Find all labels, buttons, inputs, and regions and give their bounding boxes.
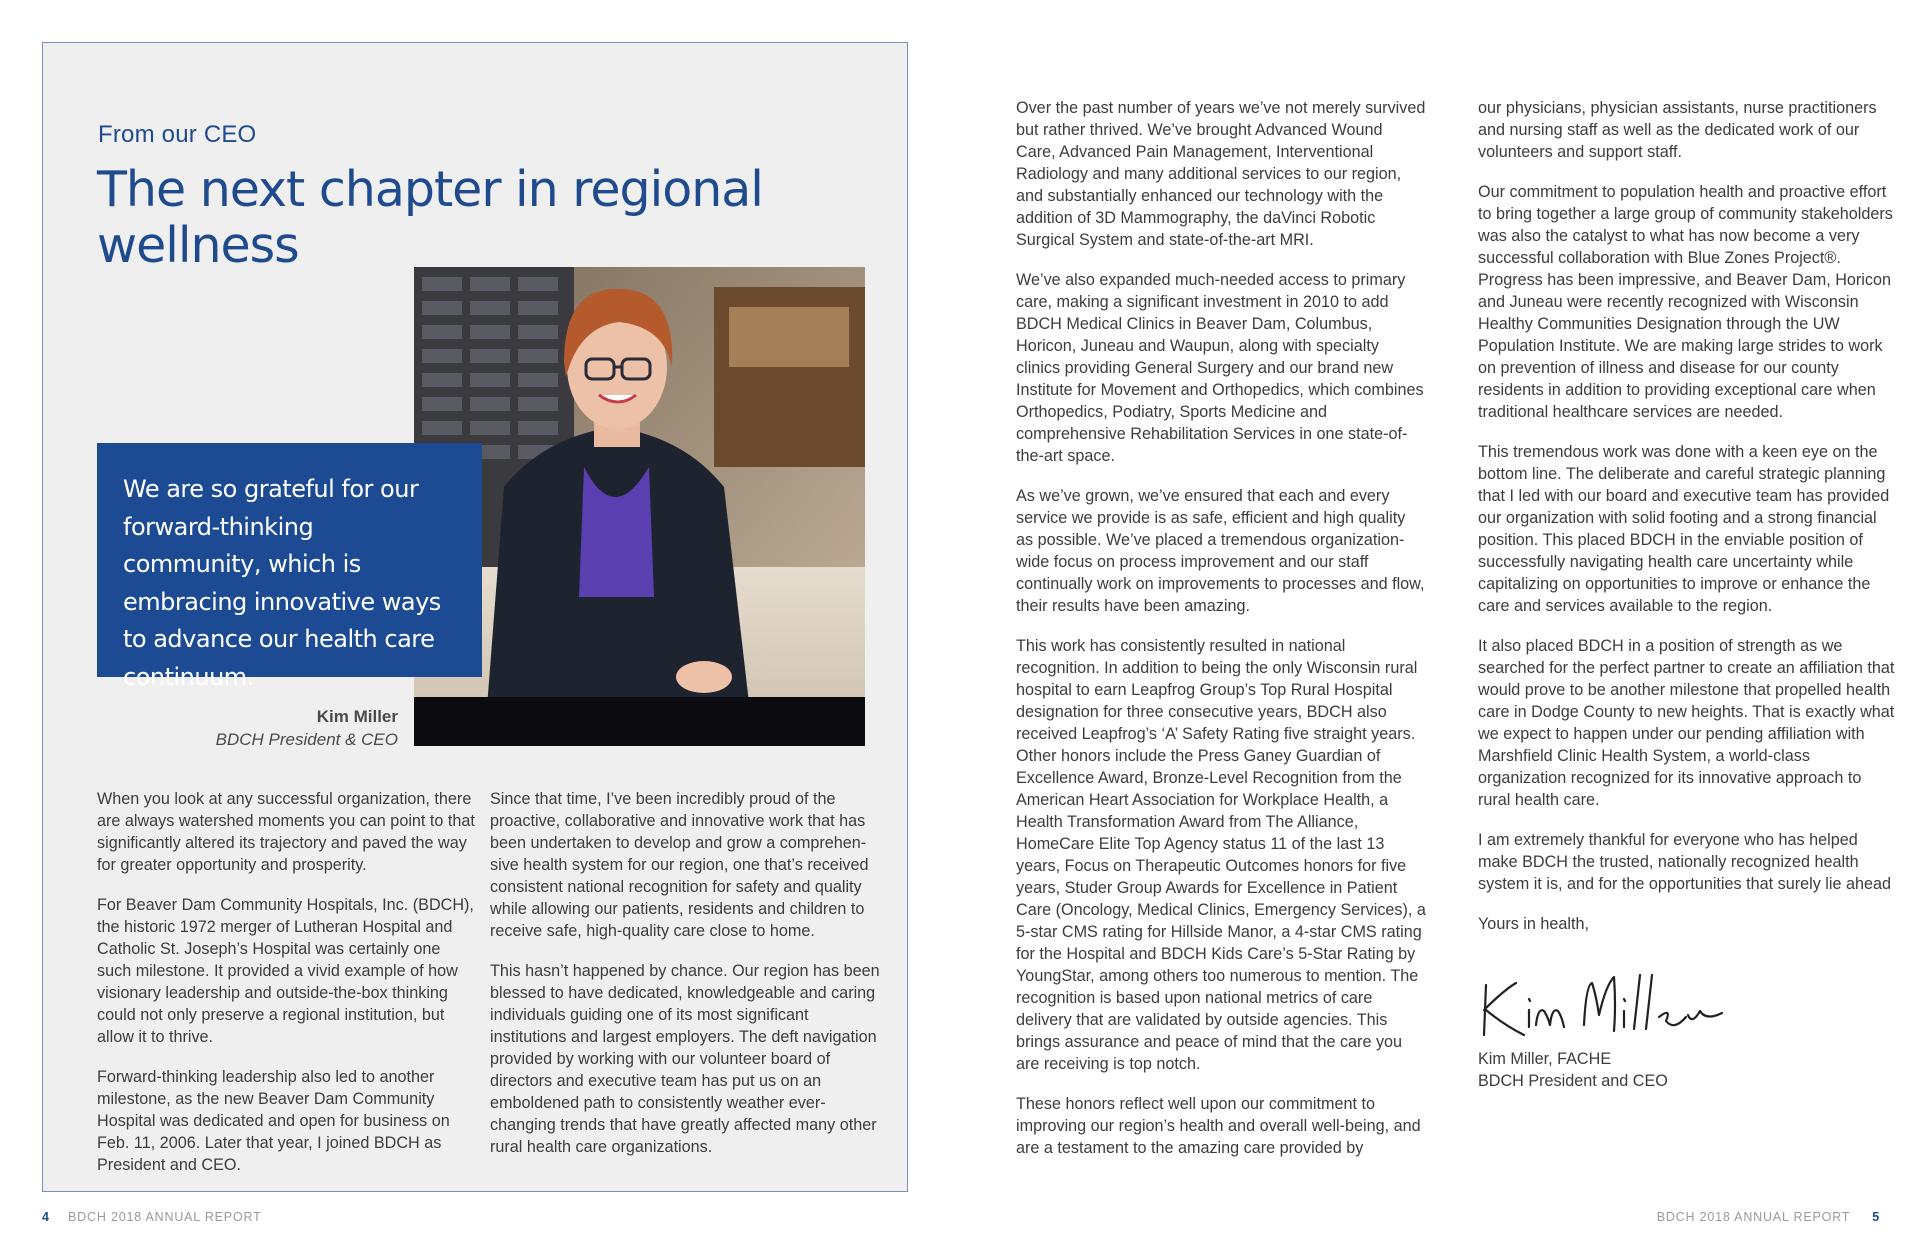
footer-label-left: BDCH 2018 ANNUAL REPORT (68, 1210, 262, 1224)
paragraph: Over the past number of years we’ve not merely survived but rather thrived. We’ve brought Advanced Wound Care, Advanced Pain Management, Interventional Radiology and many additional services to our region, and substantially enhanced our technology with the addition of 3D Mammography, the daVinci Robotic Surgical System and state-of-the-art MRI. (1016, 99, 1426, 249)
page-number-right: 5 (1872, 1210, 1880, 1224)
paragraph: As we’ve grown, we’ve ensured that each and every service we provide is as safe, efficient and high quality as possible. We’ve placed a tremendous organization-wide focus on process improvement and our staff continually work on improvements to processes and flow, their results have been amazing. (1016, 487, 1425, 615)
paragraph: This hasn’t happened by chance. Our region has been blessed to have dedicated, knowledgeable and caring individuals guiding one of its most significant institutions and largest employers. The deft navigation provided by working with our volunteer board of directors and executive team has put us on an emboldened path to consistently weather ever-changing trends that have greatly affected many other rural health care organizations. (490, 962, 880, 1156)
footer-label-right: BDCH 2018 ANNUAL REPORT (1656, 1210, 1850, 1224)
body-column-1 (97, 788, 477, 1194)
body-column-2 (490, 788, 882, 1176)
paragraph: These honors reflect well upon our commitment to improving our region’s health and overall well-being, and are a testament to the amazing care provided by (1016, 1095, 1421, 1157)
paragraph: our physicians, physician assistants, nurse practitioners and nursing staff as well as the dedicated work of our volunteers and support staff. (1478, 99, 1877, 161)
paragraph: It also placed BDCH in a position of strength as we searched for the perfect partner to create an affiliation that would prove to be another milestone that propelled health care in Dodge County to new heights. That is exactly what we expect to happen under our pending affiliation with Marshfield Clinic Health System, a world-class organization recognized for its innovative approach to rural health care. (1478, 637, 1895, 809)
paragraph: For Beaver Dam Community Hospitals, Inc. (BDCH), the historic 1972 merger of Lutheran Hospital and Catholic St. Joseph’s Hospital was certainly one such milestone. It provided a vivid example of how visionary leadership and outside-the-box thinking could not only preserve a regional institution, but allow it to thrive. (97, 896, 474, 1046)
section-kicker: From our CEO (98, 121, 257, 148)
body-column-3 (1016, 97, 1426, 1177)
paragraph: This tremendous work was done with a keen eye on the bottom line. The deliberate and careful strategic planning that I led with our board and executive team has provided our organization with solid footing and a strong financial position. This placed BDCH in the enviable position of successfully navigating health care uncertainty while capitalizing on opportunities to improve or enhance the care and services available to the region. (1478, 443, 1890, 615)
signature-image (1474, 955, 1734, 1045)
signoff-name: Kim Miller, FACHE (1478, 1050, 1612, 1068)
paragraph: I am extremely thankful for everyone who has helped make BDCH the trusted, nationally recognized health system it is, and for the opportunities that surely lie ahead (1478, 831, 1892, 893)
body-column-4 (1478, 97, 1896, 953)
photo-caption-title: BDCH President & CEO (215, 730, 398, 749)
pull-quote: We are so grateful for our forward-thinking community, which is embracing innovative ways to advance our health care continuum. (97, 443, 482, 677)
paragraph: Our commitment to population health and proactive effort to bring together a large group of community stakeholders was also the catalyst to what has now become a very successful collaboration with Blue Zones Project®. Progress has been impressive, and Beaver Dam, Horicon and Juneau were recently recognized with Wisconsin Healthy Communities Designation through the UW Population Institute. We are making large strides to work on prevention of illness and disease for our county residents in addition to providing exceptional care when traditional healthcare services are needed. (1478, 183, 1893, 421)
footer-left (42, 1210, 262, 1224)
page-headline: The next chapter in regional wellness (97, 161, 763, 274)
page-number-left: 4 (42, 1210, 50, 1224)
paragraph: We’ve also expanded much-needed access to primary care, making a significant investment in 2010 to add BDCH Medical Clinics in Beaver Dam, Columbus, Horicon, Juneau and Waupun, along with specialty clinics providing General Surgery and our brand new Institute for Movement and Orthopedics, which combines Orthopedics, Podiatry, Sports Medicine and comprehensive Rehabilitation Services in one state-of-the-art space. (1016, 271, 1424, 465)
closing-line: Yours in health, (1478, 915, 1589, 933)
paragraph: Since that time, I’ve been incredibly proud of the proactive, collaborative and innovative work that has been undertaken to develop and grow a comprehen-sive health system for our region, one that’s received consistent national recognition for safety and quality while allowing our patients, residents and children to receive safe, high-quality care close to home. (490, 790, 869, 940)
paragraph: When you look at any successful organization, there are always watershed moments you can point to that significantly altered its trajectory and paved the way for greater opportunity and prosperity. (97, 790, 475, 874)
paragraph: Forward-thinking leadership also led to another milestone, as the new Beaver Dam Community Hospital was dedicated and open for business on Feb. 11, 2006. Later that year, I joined BDCH as President and CEO. (97, 1068, 450, 1174)
signoff-title: BDCH President and CEO (1478, 1072, 1668, 1090)
footer-right (1657, 1210, 1880, 1224)
photo-caption-name: Kim Miller (316, 707, 398, 726)
paragraph: This work has consistently resulted in national recognition. In addition to being the only Wisconsin rural hospital to earn Leapfrog Group’s Top Rural Hospital designation for three consecutive years, BDCH also received Leapfrog’s ‘A’ Safety Rating five straight years. Other honors include the Press Ganey Guardian of Excellence Award, Bronze-Level Recognition from the American Heart Association for Workplace Health, a Health Transformation Award from The Alliance, HomeCare Elite Top Agency status 11 of the last 13 years, Focus on Therapeutic Outcomes honors for five years, Studer Group Awards for Excellence in Patient Care (Oncology, Medical Clinics, Emergency Services), a 5-star CMS rating for Hillside Manor, a 4-star CMS rating for the Hospital and BDCH Kids Care’s 5-Star Rating by YoungStar, among others too numerous to mention. The recognition is based upon national metrics of care delivery that are validated by outside agencies. This brings assurance and peace of mind that the care you are receiving is top notch. (1016, 637, 1426, 1073)
signoff-block (1478, 1048, 1668, 1092)
